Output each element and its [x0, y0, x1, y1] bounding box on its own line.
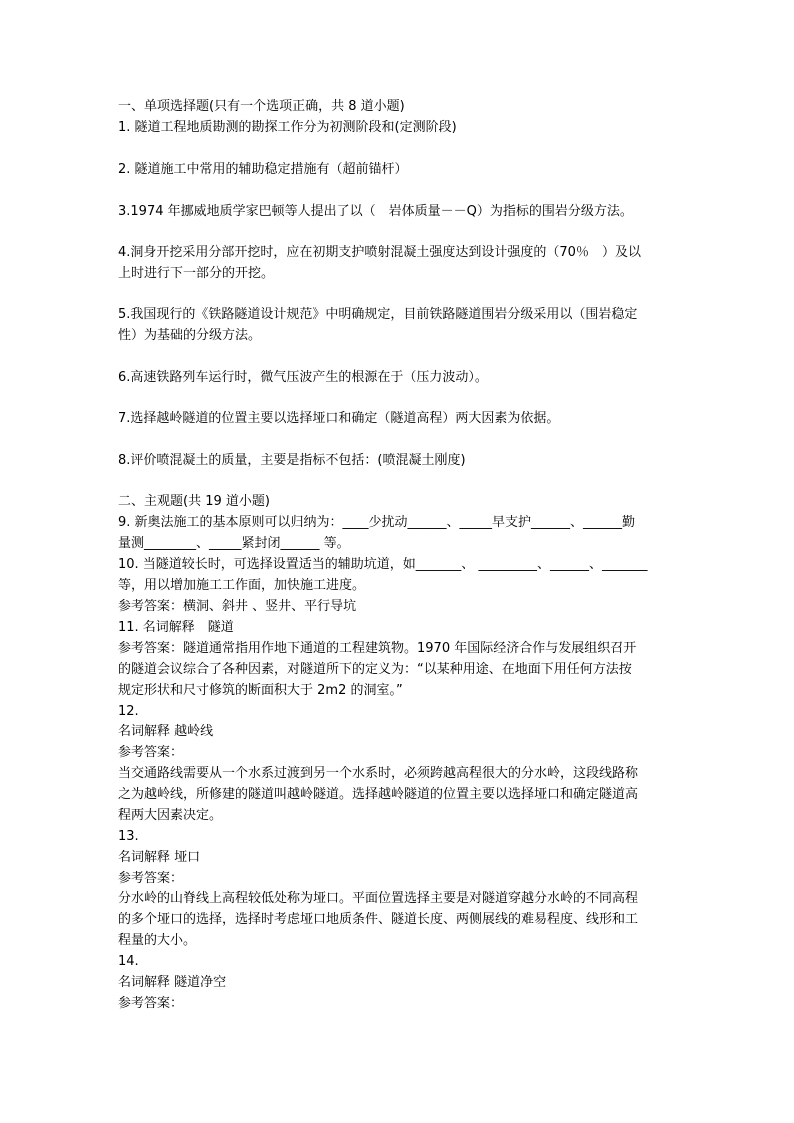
question-10-line-1: 10. 当隧道较长时，可选择设置适当的辅助坑道，如_______、 _________、______、_______	[118, 557, 648, 572]
question-10-line-2: 等，用以增加施工工作面，加快施工进度。	[118, 578, 366, 593]
answer-13-line-1: 分水岭的山脊线上高程较低处称为垭口。平面位置选择主要是对隧道穿越分水岭的不同高程	[118, 891, 639, 906]
question-5-line-1: 5.我国现行的《铁路隧道设计规范》中明确规定，目前铁路隧道围岩分级采用以（围岩稳定	[118, 307, 638, 322]
question-13-term: 名词解释 垭口	[118, 850, 201, 865]
answer-11-line-1: 参考答案：隧道通常指用作地下通道的工程建筑物。1970 年国际经济合作与发展组织召开	[118, 641, 637, 656]
question-14-number: 14.	[118, 954, 139, 969]
answer-12-line-3: 程两大因素决定。	[118, 808, 223, 823]
question-7: 7.选择越岭隧道的位置主要以选择垭口和确定（隧道高程）两大因素为依据。	[118, 411, 560, 426]
answer-12-line-1: 当交通路线需要从一个水系过渡到另一个水系时，必须跨越高程很大的分水岭，这段线路称	[118, 766, 639, 781]
answer-11-line-3: 规定形状和尺寸修筑的断面积大于 2m2 的洞室。”	[118, 683, 403, 698]
question-4-line-1: 4.洞身开挖采用分部开挖时，应在初期支护喷射混凝土强度达到设计强度的（70％ ）及以	[118, 245, 641, 260]
answer-13-label: 参考答案：	[118, 871, 184, 886]
question-11: 11. 名词解释 隧道	[118, 620, 234, 635]
answer-13-line-2: 的多个垭口的选择，选择时考虑垭口地质条件、隧道长度、两侧展线的难易程度、线形和工	[118, 912, 639, 927]
answer-12-label: 参考答案：	[118, 745, 184, 760]
question-1: 1. 隧道工程地质勘测的勘探工作分为初测阶段和(定测阶段)	[118, 120, 457, 135]
question-14-term: 名词解释 隧道净空	[118, 975, 227, 990]
question-12-term: 名词解释 越岭线	[118, 724, 214, 739]
answer-11-line-2: 的隧道会议综合了各种因素，对隧道所下的定义为：“以某种用途、在地面下用任何方法按	[118, 662, 632, 677]
question-6: 6.高速铁路列车运行时，微气压波产生的根源在于（压力波动）。	[118, 370, 488, 385]
question-12-number: 12.	[118, 704, 139, 719]
question-5-line-2: 性）为基础的分级方法。	[118, 328, 262, 343]
question-4-line-2: 上时进行下一部分的开挖。	[118, 266, 275, 281]
answer-14-label: 参考答案：	[118, 996, 184, 1011]
question-9-line-2: 量测________、_____紧封闭______ 等。	[118, 536, 350, 551]
answer-12-line-2: 之为越岭线，所修建的隧道叫越岭隧道。选择越岭隧道的位置主要以选择垭口和确定隧道高	[118, 787, 639, 802]
question-9-line-1: 9. 新奥法施工的基本原则可以归纳为：____少扰动______、_____早支护______、______勤	[118, 515, 636, 530]
answer-13-line-3: 程量的大小。	[118, 933, 197, 948]
section-heading-single-choice: 一、单项选择题(只有一个选项正确，共 8 道小题)	[118, 99, 405, 114]
answer-10: 参考答案：横洞、斜井 、竖井、平行导坑	[118, 599, 357, 614]
section-heading-subjective: 二、主观题(共 19 道小题)	[118, 494, 270, 509]
question-3: 3.1974 年挪威地质学家巴顿等人提出了以（ 岩体质量－－Q）为指标的围岩分级方法。	[118, 204, 633, 219]
question-8: 8.评价喷混凝土的质量，主要是指标不包括：(喷混凝土刚度)	[118, 453, 466, 468]
question-13-number: 13.	[118, 829, 139, 844]
question-2: 2. 隧道施工中常用的辅助稳定措施有（超前锚杆）	[118, 162, 408, 177]
